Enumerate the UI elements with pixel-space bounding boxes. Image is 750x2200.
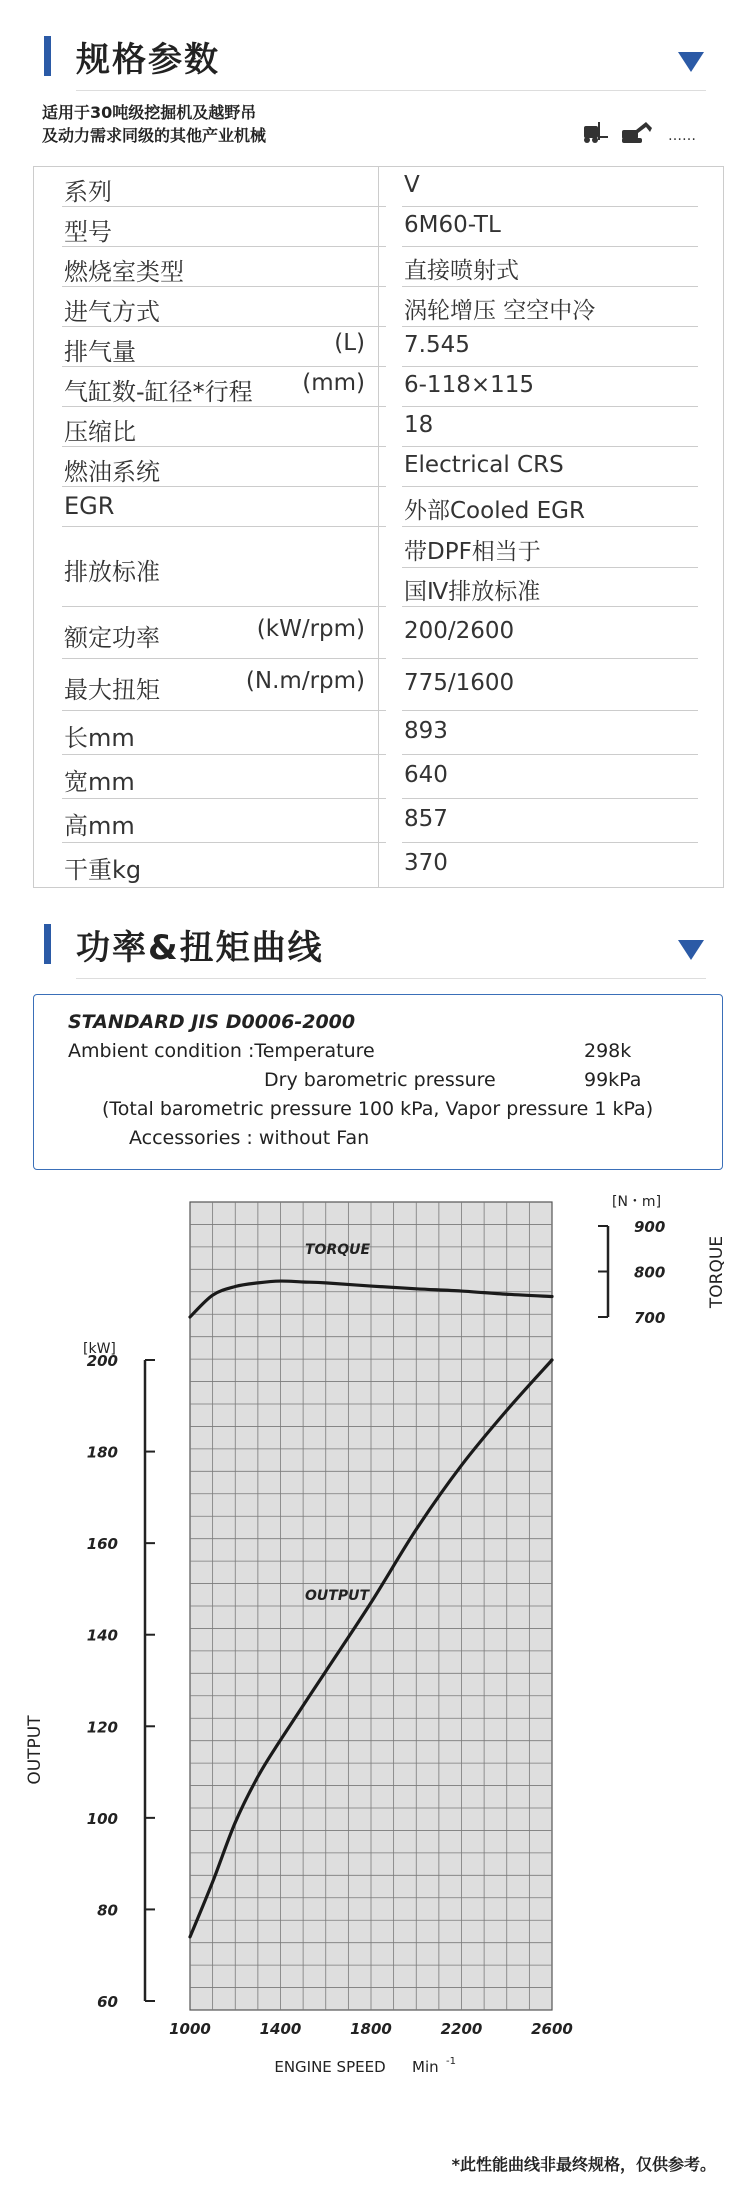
spec-row: [34, 247, 723, 287]
spec-row: [34, 487, 723, 527]
spec-row: [34, 711, 723, 755]
spec-value: 带DPF相当于: [404, 539, 541, 565]
spec-value: 直接喷射式: [404, 258, 519, 284]
collapse-triangle-icon[interactable]: [678, 52, 704, 72]
row-divider: [402, 567, 698, 568]
divider: [76, 90, 706, 91]
spec-label: 排放标准: [64, 558, 160, 586]
spec-label: 干重kg: [64, 856, 142, 884]
series-label-torque: TORQUE: [305, 1242, 371, 1258]
performance-chart: [0, 1190, 750, 2190]
spec-label: 宽mm: [64, 768, 135, 796]
spec-value: 外部Cooled EGR: [404, 498, 585, 524]
test-conditions-box: [33, 994, 723, 1170]
section-title: 规格参数: [76, 40, 220, 80]
spec-label: 最大扭矩: [64, 676, 160, 704]
divider: [76, 978, 706, 979]
spec-value: V: [404, 172, 420, 198]
y-left-unit: [kW]: [83, 1341, 116, 1357]
y-left-tick-label: 140: [86, 1626, 118, 1645]
spec-value: 6-118×115: [404, 372, 535, 398]
spec-label: 型号: [64, 218, 112, 246]
y-right-tick-label: 700: [634, 1309, 666, 1327]
spec-label: 气缸数-缸径*行程: [64, 378, 253, 406]
spec-table: [33, 166, 724, 888]
spec-row: [34, 207, 723, 247]
spec-unit: (N.m/rpm): [245, 668, 365, 694]
spec-label: 系列: [64, 178, 112, 206]
forklift-icon: [584, 122, 608, 143]
more-ellipsis: ……: [668, 128, 696, 144]
spec-value: Electrical CRS: [404, 452, 564, 478]
y-left-tick-label: 80: [97, 1901, 118, 1920]
y-right-axis-label: TORQUE: [707, 1235, 727, 1309]
spec-label: 燃油系统: [64, 458, 160, 486]
spec-row: [34, 843, 723, 887]
spec-value: 370: [404, 850, 448, 876]
y-left-tick-label: 100: [86, 1809, 118, 1828]
application-line-2: 及动力需求同级的其他产业机械: [42, 126, 267, 145]
spec-value: 775/1600: [404, 670, 515, 696]
x-tick-label: 1400: [259, 2020, 302, 2038]
spec-value: 857: [404, 806, 448, 832]
spec-row: [34, 607, 723, 659]
y-left-tick-label: 200: [86, 1352, 118, 1370]
section-title: 功率&扭矩曲线: [76, 928, 324, 968]
spec-value: 18: [404, 412, 434, 438]
spec-row: [34, 407, 723, 447]
dry-pressure-label: Dry barometric pressure: [264, 1069, 496, 1091]
spec-row: [34, 659, 723, 711]
spec-label: 进气方式: [64, 298, 160, 326]
spec-row: [34, 447, 723, 487]
spec-label: 燃烧室类型: [64, 258, 184, 286]
y-right-unit: [N・m]: [612, 1194, 662, 1210]
application-description: [42, 101, 266, 147]
spec-label: 高mm: [64, 812, 135, 840]
x-tick-label: 1800: [350, 2020, 392, 2038]
spec-unit: (mm): [302, 370, 365, 396]
y-left-tick-label: 120: [86, 1718, 118, 1737]
collapse-triangle-icon[interactable]: [678, 940, 704, 960]
spec-label: 压缩比: [64, 418, 136, 446]
spec-row: [34, 327, 723, 367]
spec-value-line-2: 国Ⅳ排放标准: [404, 579, 541, 605]
x-tick-label: 2600: [531, 2020, 573, 2038]
application-line-1: 适用于30吨级挖掘机及越野吊: [42, 103, 257, 122]
y-left-tick-label: 60: [97, 1993, 118, 2011]
spec-row: [34, 287, 723, 327]
y-left-tick-label: 180: [86, 1443, 118, 1462]
x-tick-label: 2200: [440, 2020, 483, 2038]
spec-label: EGR: [64, 492, 115, 520]
y-right-tick-label: 900: [634, 1218, 666, 1236]
accessories-label: Accessories : without Fan: [129, 1127, 370, 1149]
spec-row: [34, 755, 723, 799]
standard-label: STANDARD JIS D0006-2000: [68, 1011, 356, 1033]
spec-value: 7.545: [404, 332, 470, 358]
temperature-value: 298k: [584, 1040, 632, 1062]
excavator-icon: [622, 122, 652, 143]
spec-unit: (kW/rpm): [256, 616, 365, 642]
ambient-label: Ambient condition :Temperature: [68, 1040, 375, 1062]
series-label-output: OUTPUT: [305, 1588, 369, 1604]
spec-row: [34, 367, 723, 407]
application-icons: [580, 118, 710, 148]
spec-unit: (L): [334, 330, 365, 356]
y-left-axis-label: OUTPUT: [25, 1715, 45, 1785]
x-axis-unit-exponent: -1: [446, 2056, 456, 2067]
y-right-tick-label: 800: [634, 1263, 666, 1282]
x-axis-unit: Min: [412, 2058, 439, 2076]
spec-label: 额定功率: [64, 624, 160, 652]
spec-value: 涡轮增压 空空中冷: [404, 298, 596, 324]
total-pressure-note: (Total barometric pressure 100 kPa, Vapor pressure 1 kPa): [102, 1098, 654, 1120]
spec-value: 6M60-TL: [404, 212, 501, 238]
spec-row: [34, 799, 723, 843]
spec-value: 640: [404, 762, 448, 788]
y-left-tick-label: 160: [86, 1535, 118, 1554]
spec-label: 排气量: [64, 338, 136, 366]
section-accent-bar: [44, 924, 51, 964]
spec-value: 200/2600: [404, 618, 515, 644]
spec-label: 长mm: [64, 724, 135, 752]
x-tick-label: 1000: [169, 2020, 211, 2038]
spec-row: [34, 167, 723, 207]
spec-value: 893: [404, 718, 448, 744]
footnote: *此性能曲线非最终规格，仅供参考。: [451, 2155, 716, 2174]
section-accent-bar: [44, 36, 51, 76]
x-axis-label: ENGINE SPEED: [274, 2058, 386, 2076]
spec-row: [34, 527, 723, 607]
dry-pressure-value: 99kPa: [584, 1069, 642, 1091]
